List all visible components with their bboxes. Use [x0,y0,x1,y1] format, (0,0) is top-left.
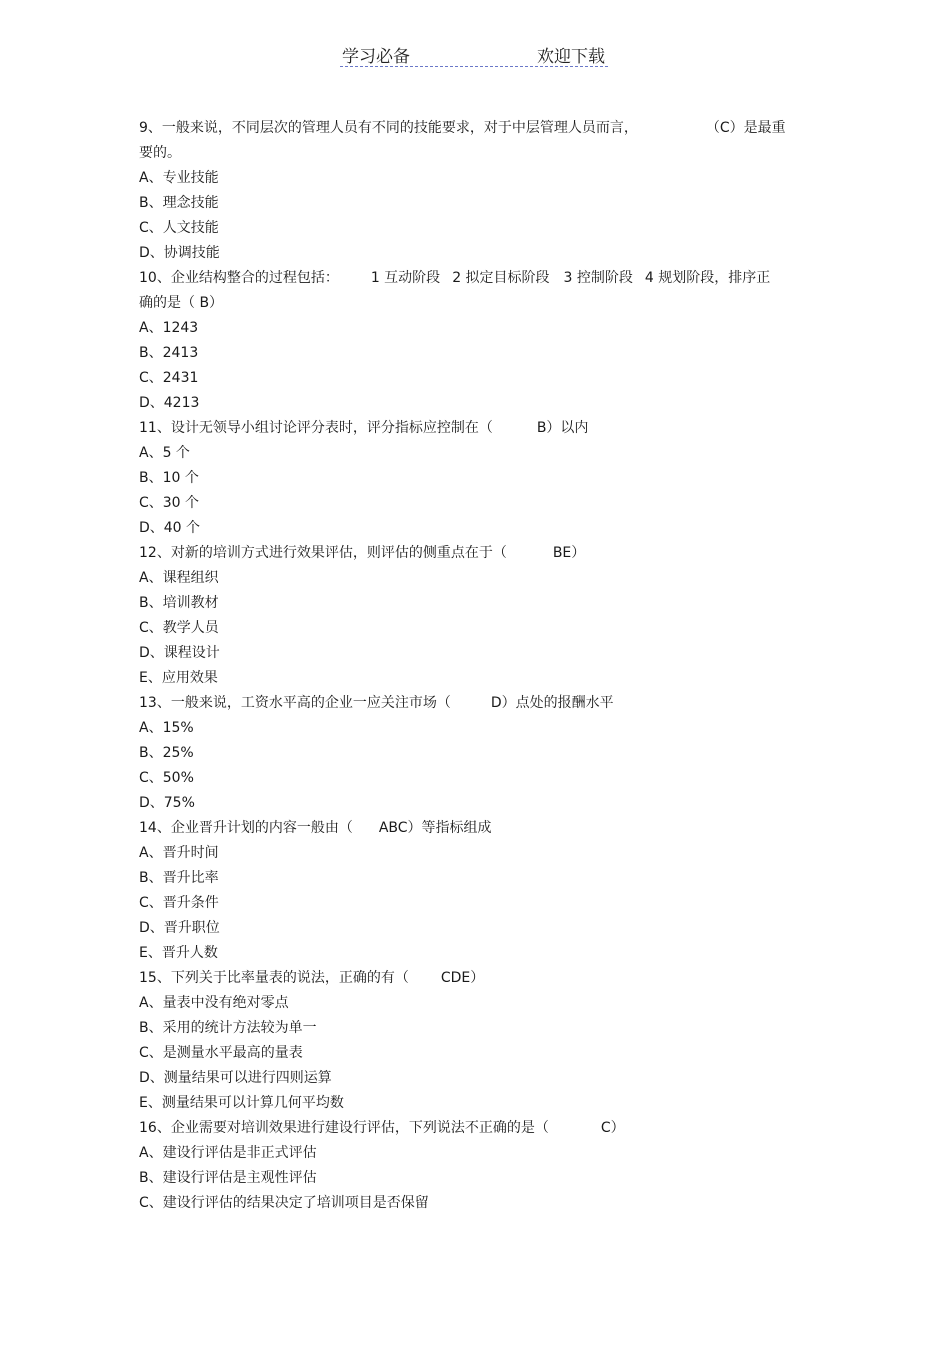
question-12-stem: 12、对新的培训方式进行效果评估，则评估的侧重点在于（ BE） [139,545,586,561]
option: A、晋升时间 [139,845,219,861]
option: A、1243 [139,320,199,336]
option: D、75% [139,795,195,811]
option: E、测量结果可以计算几何平均数 [139,1095,344,1111]
question-13-stem: 13、一般来说，工资水平高的企业一应关注市场（ D）点处的报酬水平 [139,695,614,711]
option: B、培训教材 [139,595,219,611]
option: A、专业技能 [139,170,219,186]
option: D、测量结果可以进行四则运算 [139,1070,332,1086]
header-left-text: 学习必备 [342,47,410,67]
option: E、晋升人数 [139,945,218,961]
option: A、课程组织 [139,570,219,586]
option: C、2431 [139,370,199,386]
option: B、2413 [139,345,199,361]
option: B、采用的统计方法较为单一 [139,1020,317,1036]
option: C、人文技能 [139,220,219,236]
option: C、建设行评估的结果决定了培训项目是否保留 [139,1195,429,1211]
question-9-stem-cont: 要的。 [139,145,181,161]
option: D、晋升职位 [139,920,220,936]
option: B、晋升比率 [139,870,219,886]
header-right-text: 欢迎下载 [537,47,605,67]
option: C、教学人员 [139,620,219,636]
question-15-stem: 15、下列关于比率量表的说法，正确的有（ CDE） [139,970,485,986]
option: D、课程设计 [139,645,220,661]
option: B、建设行评估是主观性评估 [139,1170,317,1186]
option: A、5 个 [139,445,190,461]
option: A、15% [139,720,194,736]
option: C、30 个 [139,495,200,511]
question-10-stem-cont: 确的是（ B） [139,295,224,311]
option: B、10 个 [139,470,199,486]
option: D、40 个 [139,520,201,536]
option: E、应用效果 [139,670,218,686]
question-11-stem: 11、设计无领导小组讨论评分表时，评分指标应控制在（ B）以内 [139,420,589,436]
option: D、4213 [139,395,200,411]
page-header [340,38,608,67]
question-10-stem: 10、企业结构整合的过程包括： 1 互动阶段 2 拟定目标阶段 3 控制阶段 4 规划阶段，排序正 [139,270,771,286]
question-9-stem: 9、一般来说，不同层次的管理人员有不同的技能要求，对于中层管理人员而言， （C）是最重 [139,120,786,136]
option: C、50% [139,770,194,786]
question-list [139,116,811,1216]
option: C、晋升条件 [139,895,219,911]
option: A、建设行评估是非正式评估 [139,1145,317,1161]
question-14-stem: 14、企业晋升计划的内容一般由（ ABC）等指标组成 [139,820,492,836]
option: D、协调技能 [139,245,220,261]
option: C、是测量水平最高的量表 [139,1045,303,1061]
option: B、25% [139,745,194,761]
option: A、量表中没有绝对零点 [139,995,289,1011]
question-16-stem: 16、企业需要对培训效果进行建设行评估，下列说法不正确的是（ C） [139,1120,625,1136]
option: B、理念技能 [139,195,219,211]
